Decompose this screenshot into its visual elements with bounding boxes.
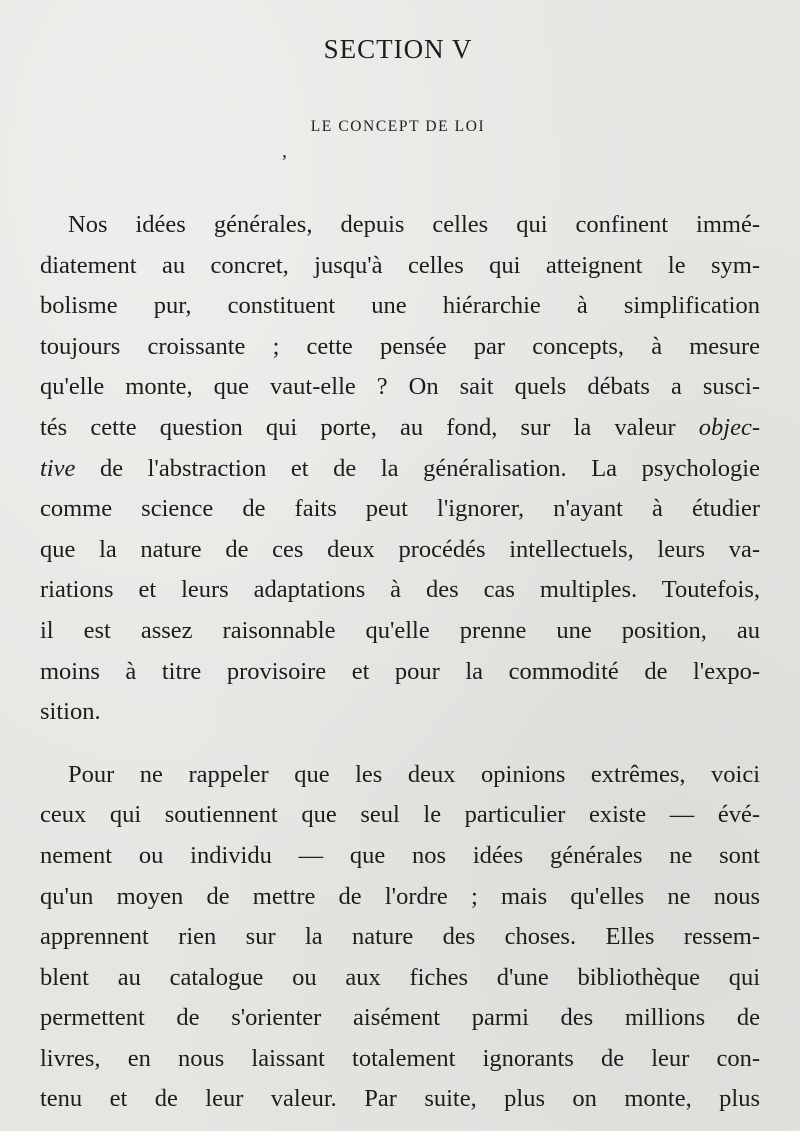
text-line: diatement au concret, jusqu'à celles qui atteignent le sym- xyxy=(40,251,760,279)
text-line: moins à titre provisoire et pour la commodité de l'expo- xyxy=(40,657,760,685)
text-line: blent au catalogue ou aux fiches d'une bibliothèque qui xyxy=(40,963,760,991)
text-line: riations et leurs adaptations à des cas multiples. Toutefois, xyxy=(40,576,760,604)
text-line: nement ou individu — que nos idées générales ne sont xyxy=(40,841,760,869)
text-line: que la nature de ces deux procédés intellectuels, leurs va- xyxy=(40,535,760,563)
text-line-with-italic: tés cette question qui porte, au fond, sur la valeur objec- xyxy=(40,413,760,441)
text-line: apprennent rien sur la nature des choses. Elles ressem- xyxy=(40,923,760,951)
stray-ink-mark: , xyxy=(282,140,287,162)
paragraph-gap xyxy=(40,733,760,755)
paragraph-2 xyxy=(40,755,760,1120)
text-line: permettent de s'orienter aisément parmi des millions de xyxy=(40,1004,760,1032)
paragraph-1 xyxy=(40,205,760,733)
text-line: comme science de faits peut l'ignorer, n'ayant à étudier xyxy=(40,495,760,523)
text-line: tenu et de leur valeur. Par suite, plus on monte, plus xyxy=(40,1085,760,1113)
text-line: Nos idées générales, depuis celles qui confinent immé- xyxy=(68,211,760,238)
section-subtitle: LE CONCEPT DE LOI xyxy=(310,118,486,135)
section-heading: SECTION V xyxy=(323,34,473,64)
italic-word: tive xyxy=(40,454,76,482)
italic-word: objec- xyxy=(698,413,760,441)
text-line: livres, en nous laissant totalement ignorants de leur con- xyxy=(40,1044,760,1072)
text-line: qu'un moyen de mettre de l'ordre ; mais qu'elles ne nous xyxy=(40,882,760,910)
text-line: toujours croissante ; cette pensée par concepts, à mesure xyxy=(40,332,760,360)
text-line: qu'elle monte, que vaut-elle ? On sait quels débats a susci- xyxy=(40,373,760,401)
text-line: ceux qui soutiennent que seul le particulier existe — évé- xyxy=(40,801,760,829)
text-line: sition. xyxy=(40,698,101,726)
text-line: il est assez raisonnable qu'elle prenne une position, au xyxy=(40,616,760,644)
text-line: bolisme pur, constituent une hiérarchie à simplification xyxy=(40,292,760,320)
body-text xyxy=(40,205,760,1120)
text-line-with-italic: tive de l'abstraction et de la généralisation. La psychologie xyxy=(40,454,760,482)
text-line: Pour ne rappeler que les deux opinions extrêmes, voici xyxy=(68,760,760,788)
